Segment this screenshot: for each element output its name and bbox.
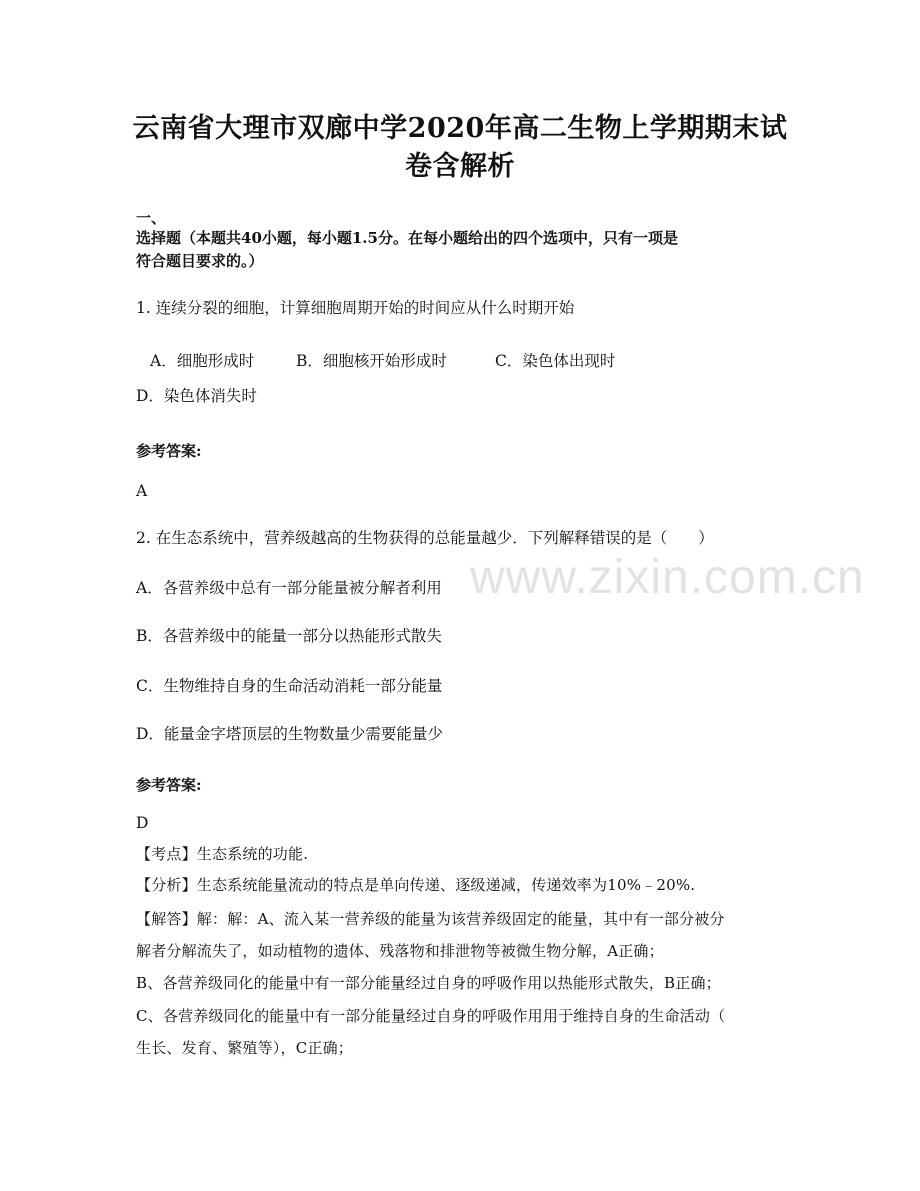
explanation-line-7: 生长、发育、繁殖等），C正确； [136,1039,353,1057]
question-1-option-a: A．细胞形成时 [150,352,255,370]
question-2-option-b: B．各营养级中的能量一部分以热能形式散失 [136,627,442,645]
section-number: 一、 [136,209,167,227]
explanation-line-5: B、各营养级同化的能量中有一部分能量经过自身的呼吸作用以热能形式散失，B正确； [136,974,721,992]
explanation-line-6: C、各营养级同化的能量中有一部分能量经过自身的呼吸作用用于维持自身的生命活动（ [136,1007,726,1025]
title-line-1: 云南省大理市双廊中学2020年高二生物上学期期末试 [132,113,788,144]
question-2-answer-label: 参考答案: [136,776,202,794]
question-2-answer: D [136,814,149,832]
question-1-option-b: B．细胞核开始形成时 [296,352,447,370]
question-2-option-d: D．能量金字塔顶层的生物数量少需要能量少 [136,725,443,743]
explanation-line-1: 【考点】生态系统的功能. [136,845,309,863]
question-2-option-a: A．各营养级中总有一部分能量被分解者利用 [136,579,442,597]
question-1-answer-label: 参考答案: [136,442,202,460]
explanation-line-4: 解者分解流失了，如动植物的遗体、残落物和排泄物等被微生物分解，A正确； [136,942,664,960]
explanation-line-2: 【分析】生态系统能量流动的特点是单向传递、逐级递减，传递效率为10%﹣20%. [136,876,696,894]
question-1-answer: A [136,482,148,500]
section-heading-line-1: 选择题（本题共40小题，每小题1.5分。在每小题给出的四个选项中，只有一项是 [136,229,678,247]
watermark: www.zixin.com.cn [470,551,865,604]
document-title [100,110,820,186]
title-line-2: 卷含解析 [405,151,515,182]
question-2-option-c: C．生物维持自身的生命活动消耗一部分能量 [136,677,443,695]
question-1-option-d: D．染色体消失时 [136,387,257,405]
explanation-line-3: 【解答】解：解：A、流入某一营养级的能量为该营养级固定的能量，其中有一部分被分 [136,910,725,928]
question-1-stem: 1. 连续分裂的细胞，计算细胞周期开始的时间应从什么时期开始 [136,299,575,317]
question-1-option-c: C．染色体出现时 [495,352,616,370]
question-2-stem: 2. 在生态系统中，营养级越高的生物获得的总能量越少．下列解释错误的是（ ） [136,529,714,547]
section-heading-line-2: 符合题目要求的。） [136,252,264,270]
